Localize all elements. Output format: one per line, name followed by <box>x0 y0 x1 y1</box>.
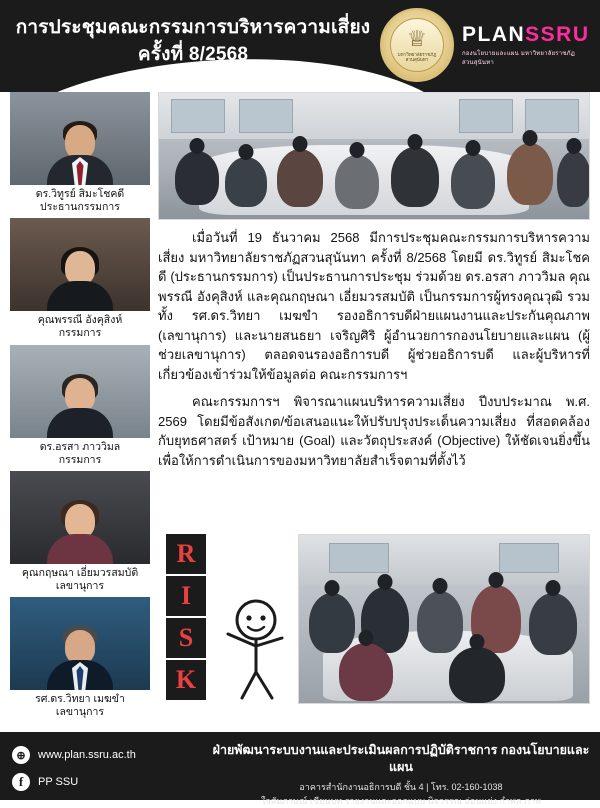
globe-icon: ⊕ <box>12 746 30 764</box>
risk-letter-k: K <box>166 660 206 702</box>
website-link[interactable] <box>12 746 202 764</box>
list-item <box>10 218 150 340</box>
member-name: รศ.ดร.วิทยา เมฆขำ <box>35 693 125 705</box>
member-role: กรรมการ <box>58 453 102 466</box>
crest-symbol: ♕ <box>407 25 427 51</box>
list-item <box>10 92 150 214</box>
member-role: เลขานุการ <box>55 579 105 592</box>
member-name: ดร.วิทูรย์ สิมะโชคดี <box>35 188 125 200</box>
footer-links <box>12 746 202 800</box>
brand-subtitle: กองนโยบายและแผน มหาวิทยาลัยราชภัฏสวนสุนันทา <box>462 51 575 66</box>
footer-credits: ใจสัมภาษณ์ เขียนบท รายงานและออกแบบ นิจวรรณ อ่อนแย่ง กำพล ภาพ <box>261 796 541 806</box>
brand-plan-text: PLAN <box>462 23 526 46</box>
member-role: ประธานกรรมการ <box>40 201 120 214</box>
risk-illustration-row <box>158 534 590 712</box>
member-photo <box>10 218 150 311</box>
member-name: ดร.อรสา ภาววิมล <box>39 440 121 453</box>
page-title <box>8 14 378 68</box>
member-name: คุณกฤษณา เอี่ยมวรสมบัติ <box>21 566 139 579</box>
footer-address: อาคารสำนักงานอธิการบดี ชั้น 4 | โทร. 02-160-1038 <box>299 782 503 792</box>
risk-letter-i: I <box>166 576 206 618</box>
crest-caption: มหาวิทยาลัยราชภัฏสวนสุนันทา <box>397 51 437 62</box>
risk-letter-s: S <box>166 618 206 660</box>
member-photo <box>10 597 150 690</box>
content-area <box>0 92 600 732</box>
brand-ssru-text: SSRU <box>525 23 590 46</box>
article-column <box>158 92 590 470</box>
member-photo <box>10 92 150 185</box>
list-item <box>10 471 150 593</box>
risk-letter-blocks <box>166 534 206 702</box>
facebook-icon: f <box>12 773 30 791</box>
footer-bar <box>0 732 600 806</box>
article-paragraph-2: คณะกรรมการฯ พิจารณาแผนบริหารความเสี่ยง ปีงบประมาณ พ.ศ. 2569 โดยมีข้อสังเกต/ข้อเสนอแนะให้ปรับปรุงประเด็นความเสี่ยง ที่สอดคล้องกับยุทธศาสตร์ เป้าหมาย (Goal) และวัตถุประสงค์ (Objective) ให้ชัดเจนยิ่งขึ้น เพื่อให้การดำเนินการของมหาวิทยาลัยสำเร็จตามที่ตั้งไว้ <box>158 394 590 468</box>
article-paragraph-1: เมื่อวันที่ 19 ธันวาคม 2568 มีการประชุมคณะกรรมการบริหารความเสี่ยง มหาวิทยาลัยราชภัฏสวนสุนันทา ครั้งที่ 8/2568 โดยมี ดร.วิทูรย์ สิมะโชคดี (ประธานกรรมการ) เป็นประธานการประชุม ร่วมด้วย ดร.อรสา ภาววิมล คุณพรรณี อังคุสิงห์ และคุณกฤษณา เอี่ยมวรสมบัติ เป็นกรรมการผู้ทรงคุณวุฒิ รวมทั้ง รศ.ดร.วิทยา เมฆขำ รองอธิการบดีฝ่ายแผนงานและประกันคุณภาพ (เลขานุการ) และนายสนธยา เจริญศิริ ผู้อำนวยการกองนโยบายและแผน (ผู้ช่วยเลขานุการ) ตลอดจนรองอธิการบดี ผู้ช่วยอธิการบดี และผู้บริหารที่เกี่ยวข้องเข้าร่วมให้ข้อมูลต่อ คณะกรรมการฯ <box>158 230 590 382</box>
facebook-link[interactable] <box>12 773 202 791</box>
page-title-line2: ครั้งที่ 8/2568 <box>137 44 249 65</box>
risk-letter-r: R <box>166 534 206 576</box>
facebook-label: PP SSU <box>38 776 79 788</box>
member-role: กรรมการ <box>58 327 102 340</box>
list-item <box>10 345 150 467</box>
meeting-photo-top <box>158 92 590 220</box>
page-title-line1: การประชุมคณะกรรมการบริหารความเสี่ยง <box>15 17 371 38</box>
footer-org-title: ฝ่ายพัฒนาระบบงานและประเมินผลการปฏิบัติราชการ กองนโยบายและแผน <box>212 743 590 774</box>
brand-logo <box>462 24 594 68</box>
member-role: เลขานุการ <box>55 706 105 719</box>
committee-members-list <box>10 92 150 723</box>
mascot-character-icon <box>216 594 294 704</box>
website-label: www.plan.ssru.ac.th <box>38 749 136 761</box>
member-photo <box>10 345 150 438</box>
header-banner <box>0 0 600 92</box>
university-crest-icon <box>380 8 454 82</box>
footer-org-info <box>210 742 592 808</box>
member-photo <box>10 471 150 564</box>
meeting-photo-bottom <box>298 534 590 704</box>
member-name: คุณพรรณี อังคุสิงห์ <box>37 314 123 327</box>
list-item <box>10 597 150 719</box>
header-brand-area <box>370 0 600 92</box>
